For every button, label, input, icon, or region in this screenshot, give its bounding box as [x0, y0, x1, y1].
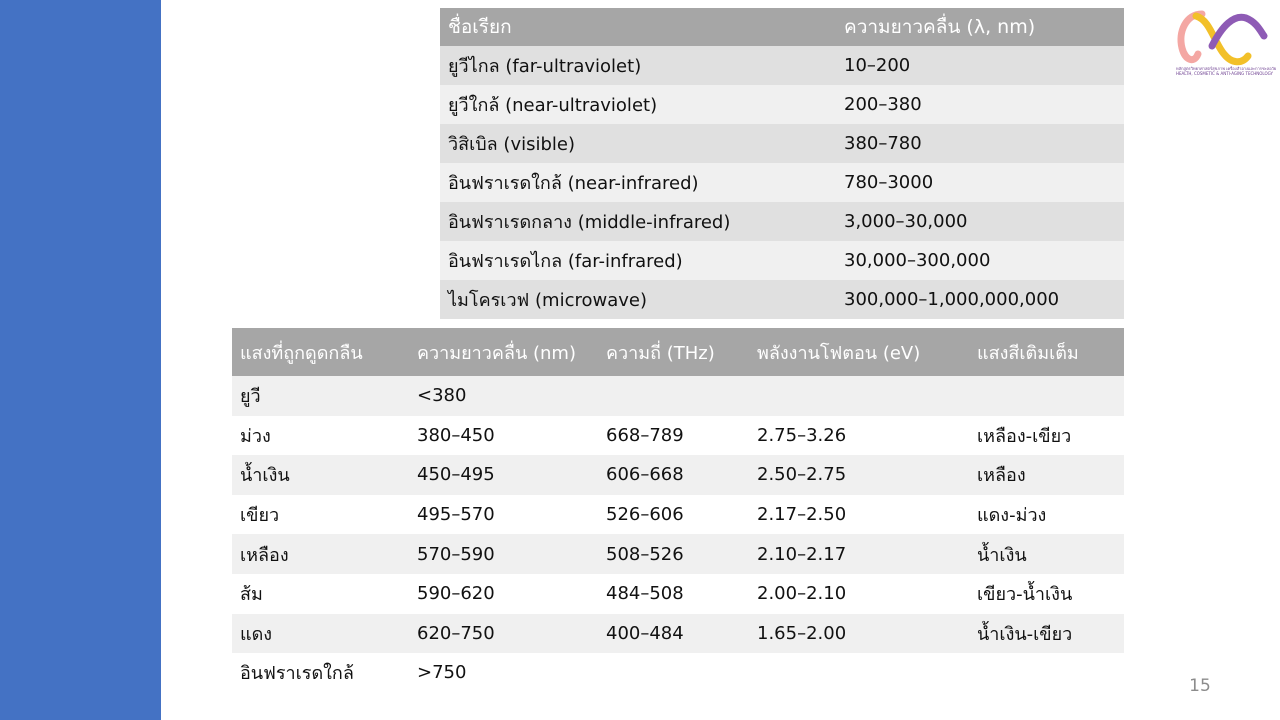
cell-absorbed-light: แดง [232, 614, 409, 654]
sidebar-decoration [0, 0, 161, 720]
table-row [232, 574, 1124, 614]
cell-frequency: 606–668 [598, 455, 749, 495]
cell-name: อินฟราเรดใกล้ (near-infrared) [440, 163, 836, 202]
cell-photon-energy: 2.10–2.17 [749, 534, 969, 574]
absorbed-light-table [232, 328, 1124, 693]
table-row [440, 85, 1124, 124]
cell-frequency: 484–508 [598, 574, 749, 614]
table-row [440, 241, 1124, 280]
wavelength-range-table [440, 8, 1124, 319]
cell-wavelength: 30,000–300,000 [836, 241, 1124, 280]
table-row [232, 534, 1124, 574]
cell-absorbed-light: อินฟราเรดใกล้ [232, 653, 409, 693]
cell-wavelength: 450–495 [409, 455, 598, 495]
header-wavelength: ความยาวคลื่น (nm) [409, 328, 598, 376]
page-number: 15 [1189, 676, 1211, 696]
cell-complementary-color: แดง-ม่วง [969, 495, 1124, 535]
cell-absorbed-light: น้ำเงิน [232, 455, 409, 495]
cell-frequency [598, 653, 749, 693]
table-row [440, 280, 1124, 319]
logo-caption [1176, 66, 1277, 76]
table-row [232, 455, 1124, 495]
cell-name: อินฟราเรดไกล (far-infrared) [440, 241, 836, 280]
table-row [232, 416, 1124, 456]
cell-photon-energy: 2.75–3.26 [749, 416, 969, 456]
table-row [440, 46, 1124, 85]
cell-wavelength: 380–450 [409, 416, 598, 456]
cell-complementary-color [969, 653, 1124, 693]
cell-name: อินฟราเรดกลาง (middle-infrared) [440, 202, 836, 241]
cell-complementary-color: น้ำเงิน-เขียว [969, 614, 1124, 654]
cell-name: ยูวีไกล (far-ultraviolet) [440, 46, 836, 85]
cell-frequency: 526–606 [598, 495, 749, 535]
cell-frequency: 400–484 [598, 614, 749, 654]
table-row [232, 614, 1124, 654]
cell-photon-energy: 2.50–2.75 [749, 455, 969, 495]
cell-frequency: 668–789 [598, 416, 749, 456]
header-wavelength: ความยาวคลื่น (λ, nm) [836, 8, 1124, 46]
cell-absorbed-light: เขียว [232, 495, 409, 535]
cell-wavelength: >750 [409, 653, 598, 693]
cell-wavelength: 3,000–30,000 [836, 202, 1124, 241]
table-row [232, 653, 1124, 693]
cell-complementary-color [969, 376, 1124, 416]
cell-complementary-color: น้ำเงิน [969, 534, 1124, 574]
cell-photon-energy: 2.00–2.10 [749, 574, 969, 614]
cell-wavelength: 10–200 [836, 46, 1124, 85]
header-absorbed-light: แสงที่ถูกดูดกลืน [232, 328, 409, 376]
cell-name: ยูวีใกล้ (near-ultraviolet) [440, 85, 836, 124]
cell-complementary-color: เหลือง-เขียว [969, 416, 1124, 456]
table-row [440, 124, 1124, 163]
cell-absorbed-light: ส้ม [232, 574, 409, 614]
cell-photon-energy: 1.65–2.00 [749, 614, 969, 654]
cell-frequency [598, 376, 749, 416]
header-name: ชื่อเรียก [440, 8, 836, 46]
table-row [232, 495, 1124, 535]
cell-wavelength: 780–3000 [836, 163, 1124, 202]
header-photon-energy: พลังงานโฟตอน (eV) [749, 328, 969, 376]
cell-wavelength: 570–590 [409, 534, 598, 574]
cell-complementary-color: เขียว-น้ำเงิน [969, 574, 1124, 614]
cell-absorbed-light: เหลือง [232, 534, 409, 574]
table-header-row [440, 8, 1124, 46]
cell-complementary-color: เหลือง [969, 455, 1124, 495]
table-row [440, 163, 1124, 202]
cell-wavelength: 380–780 [836, 124, 1124, 163]
table-header-row [232, 328, 1124, 376]
cell-absorbed-light: ยูวี [232, 376, 409, 416]
cell-wavelength: 620–750 [409, 614, 598, 654]
cell-wavelength: 300,000–1,000,000,000 [836, 280, 1124, 319]
header-complementary-color: แสงสีเติมเต็ม [969, 328, 1124, 376]
table-row [232, 376, 1124, 416]
header-frequency: ความถี่ (THz) [598, 328, 749, 376]
logo-caption-english: HEALTH, COSMETIC & ANTI-AGING TECHNOLOGY [1176, 71, 1273, 76]
cell-absorbed-light: ม่วง [232, 416, 409, 456]
cell-name: วิสิเบิล (visible) [440, 124, 836, 163]
logo-caption-thai: หลักสูตรวิทยาศาสตร์สุขภาพ เครื่องสำอางและการชะลอวัย [1176, 66, 1277, 71]
cell-wavelength: <380 [409, 376, 598, 416]
cell-wavelength: 495–570 [409, 495, 598, 535]
cell-frequency: 508–526 [598, 534, 749, 574]
cell-photon-energy [749, 653, 969, 693]
cell-photon-energy: 2.17–2.50 [749, 495, 969, 535]
cell-wavelength: 200–380 [836, 85, 1124, 124]
cell-wavelength: 590–620 [409, 574, 598, 614]
cell-photon-energy [749, 376, 969, 416]
cell-name: ไมโครเวฟ (microwave) [440, 280, 836, 319]
table-row [440, 202, 1124, 241]
